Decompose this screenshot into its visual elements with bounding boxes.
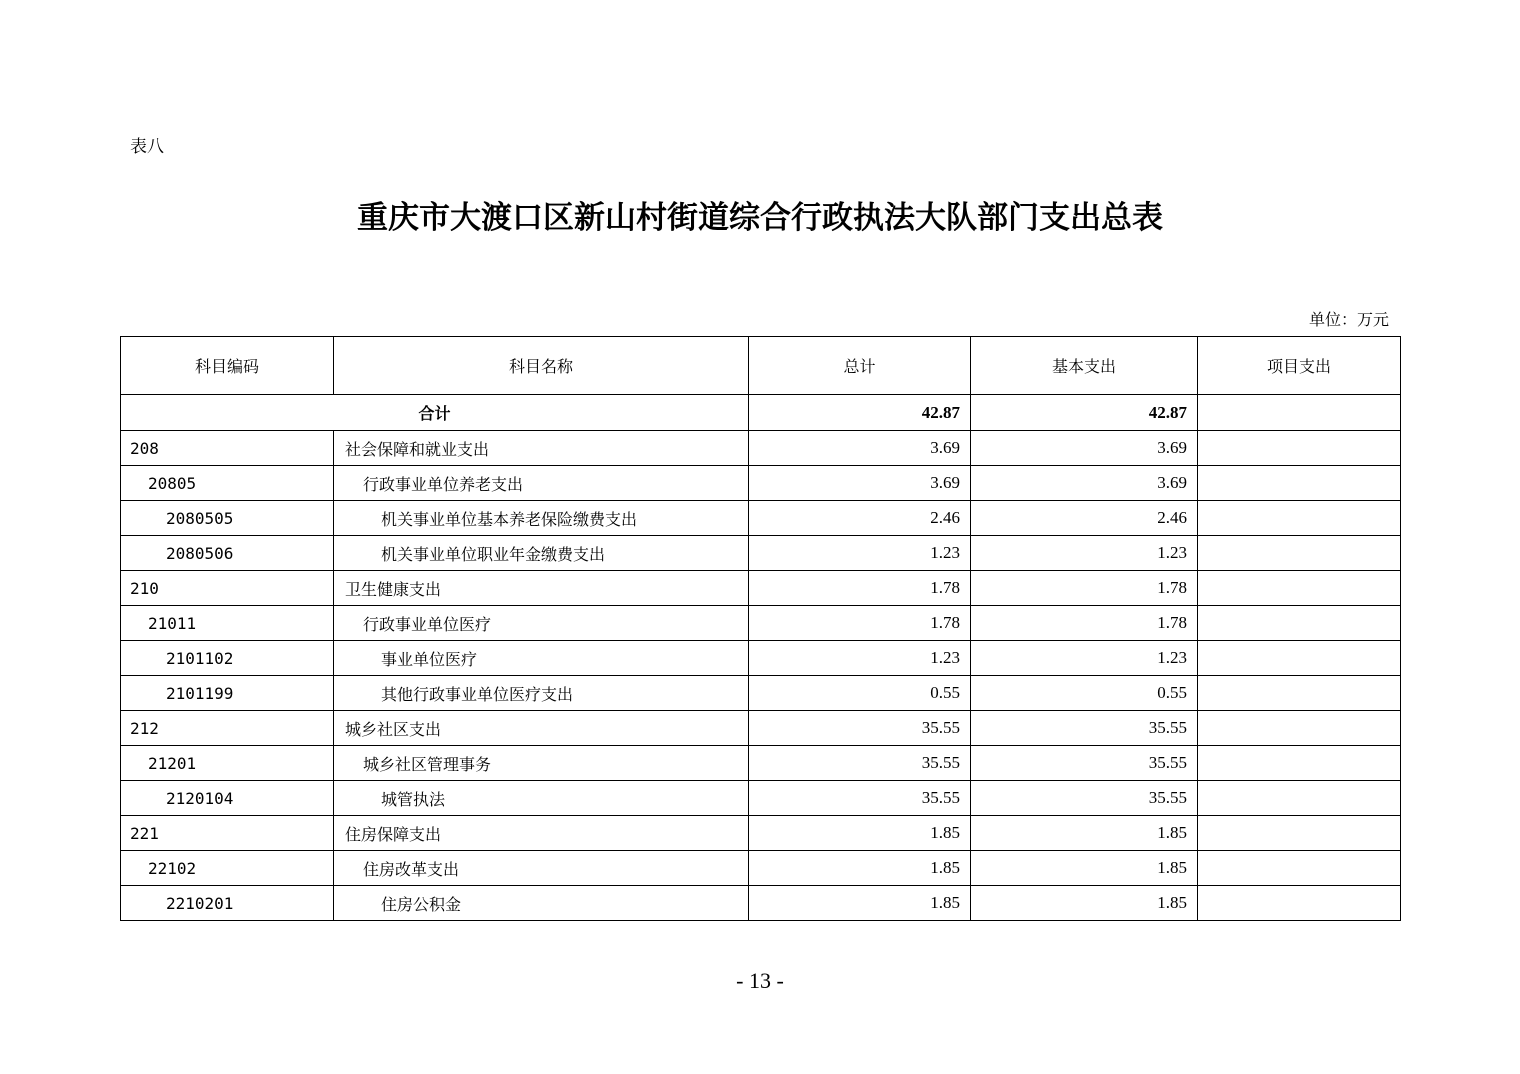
table-row	[121, 501, 1401, 536]
table-row	[121, 886, 1401, 921]
table-row	[121, 676, 1401, 711]
cell-project	[1198, 641, 1401, 676]
cell-project	[1198, 501, 1401, 536]
cell-name: 机关事业单位职业年金缴费支出	[334, 536, 749, 571]
cell-project	[1198, 886, 1401, 921]
total-basic: 42.87	[971, 395, 1198, 431]
cell-basic: 2.46	[971, 501, 1198, 536]
cell-basic: 1.85	[971, 851, 1198, 886]
table-row	[121, 746, 1401, 781]
cell-code: 21201	[121, 746, 334, 781]
cell-code: 212	[121, 711, 334, 746]
cell-name: 城乡社区管理事务	[334, 746, 749, 781]
table-row	[121, 851, 1401, 886]
table-row	[121, 641, 1401, 676]
cell-basic: 1.78	[971, 571, 1198, 606]
cell-name: 机关事业单位基本养老保险缴费支出	[334, 501, 749, 536]
cell-code: 2120104	[121, 781, 334, 816]
table-row	[121, 711, 1401, 746]
cell-code: 2080506	[121, 536, 334, 571]
cell-basic: 1.85	[971, 886, 1198, 921]
cell-total: 1.23	[749, 536, 971, 571]
cell-project	[1198, 746, 1401, 781]
cell-total: 35.55	[749, 746, 971, 781]
cell-code: 2210201	[121, 886, 334, 921]
cell-code: 2101102	[121, 641, 334, 676]
cell-total: 3.69	[749, 431, 971, 466]
cell-total: 1.78	[749, 571, 971, 606]
cell-code: 20805	[121, 466, 334, 501]
cell-total: 1.85	[749, 886, 971, 921]
header-name: 科目名称	[334, 337, 749, 395]
cell-basic: 1.78	[971, 606, 1198, 641]
table-row	[121, 536, 1401, 571]
cell-basic: 1.85	[971, 816, 1198, 851]
cell-project	[1198, 571, 1401, 606]
cell-project	[1198, 816, 1401, 851]
cell-project	[1198, 466, 1401, 501]
cell-total: 0.55	[749, 676, 971, 711]
table-row	[121, 466, 1401, 501]
cell-basic: 0.55	[971, 676, 1198, 711]
cell-name: 其他行政事业单位医疗支出	[334, 676, 749, 711]
table-row	[121, 781, 1401, 816]
page-number: - 13 -	[736, 968, 784, 993]
total-label: 合计	[121, 395, 749, 431]
cell-name: 住房改革支出	[334, 851, 749, 886]
cell-basic: 35.55	[971, 711, 1198, 746]
cell-total: 1.85	[749, 816, 971, 851]
cell-total: 35.55	[749, 711, 971, 746]
cell-project	[1198, 711, 1401, 746]
cell-basic: 1.23	[971, 536, 1198, 571]
header-project: 项目支出	[1198, 337, 1401, 395]
table-header-row	[121, 337, 1401, 395]
page-title: 重庆市大渡口区新山村街道综合行政执法大队部门支出总表	[357, 200, 1163, 236]
cell-name: 社会保障和就业支出	[334, 431, 749, 466]
total-row	[121, 395, 1401, 431]
cell-project	[1198, 606, 1401, 641]
cell-code: 21011	[121, 606, 334, 641]
cell-total: 35.55	[749, 781, 971, 816]
cell-name: 事业单位医疗	[334, 641, 749, 676]
cell-basic: 35.55	[971, 781, 1198, 816]
cell-basic: 35.55	[971, 746, 1198, 781]
cell-name: 行政事业单位养老支出	[334, 466, 749, 501]
cell-name: 住房公积金	[334, 886, 749, 921]
cell-name: 城乡社区支出	[334, 711, 749, 746]
cell-project	[1198, 781, 1401, 816]
cell-basic: 3.69	[971, 466, 1198, 501]
cell-name: 城管执法	[334, 781, 749, 816]
cell-total: 1.78	[749, 606, 971, 641]
cell-name: 住房保障支出	[334, 816, 749, 851]
total-project	[1198, 395, 1401, 431]
cell-name: 卫生健康支出	[334, 571, 749, 606]
cell-code: 22102	[121, 851, 334, 886]
cell-total: 1.23	[749, 641, 971, 676]
table-label: 表八	[130, 137, 164, 157]
cell-code: 210	[121, 571, 334, 606]
table-row	[121, 571, 1401, 606]
unit-label: 单位：万元	[1308, 310, 1389, 329]
cell-name: 行政事业单位医疗	[334, 606, 749, 641]
expenditure-table	[120, 336, 1401, 921]
cell-total: 1.85	[749, 851, 971, 886]
header-code: 科目编码	[121, 337, 334, 395]
table-row	[121, 816, 1401, 851]
table-row	[121, 431, 1401, 466]
cell-code: 2080505	[121, 501, 334, 536]
cell-code: 221	[121, 816, 334, 851]
cell-code: 208	[121, 431, 334, 466]
table-row	[121, 606, 1401, 641]
header-basic: 基本支出	[971, 337, 1198, 395]
cell-project	[1198, 676, 1401, 711]
cell-total: 3.69	[749, 466, 971, 501]
cell-project	[1198, 851, 1401, 886]
cell-code: 2101199	[121, 676, 334, 711]
cell-total: 2.46	[749, 501, 971, 536]
cell-basic: 3.69	[971, 431, 1198, 466]
cell-project	[1198, 431, 1401, 466]
cell-basic: 1.23	[971, 641, 1198, 676]
cell-project	[1198, 536, 1401, 571]
total-total: 42.87	[749, 395, 971, 431]
table-body	[121, 395, 1401, 921]
header-total: 总计	[749, 337, 971, 395]
